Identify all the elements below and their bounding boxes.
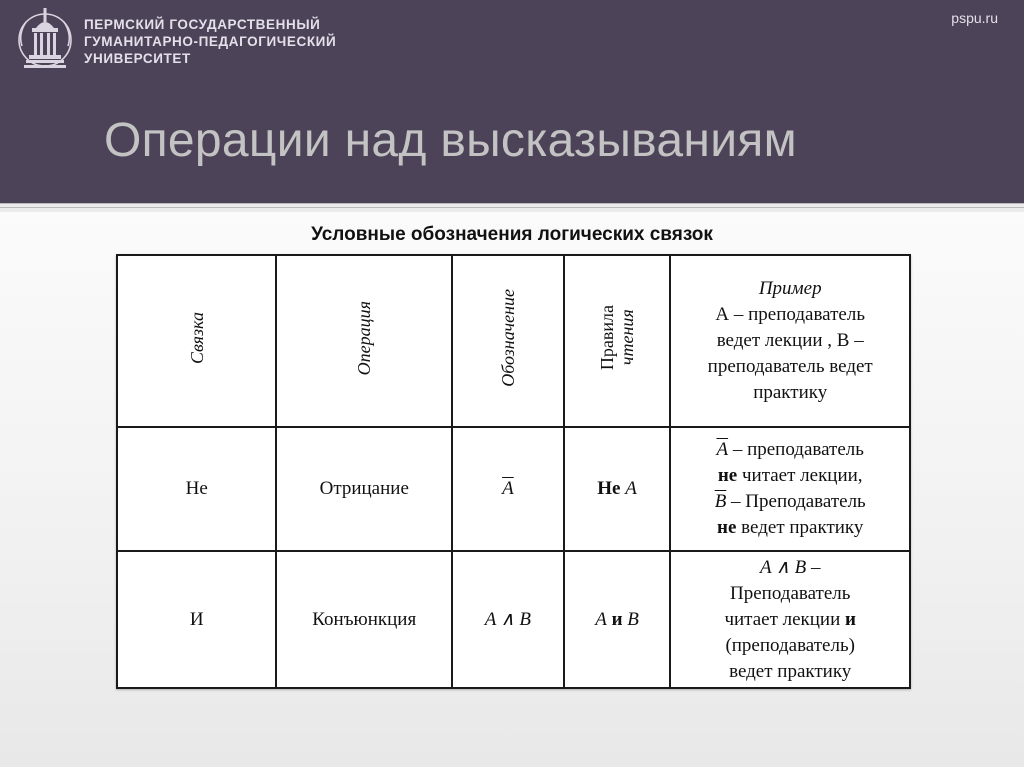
row-negation-notation: $\overline{A}$ bbox=[502, 478, 514, 499]
table-caption: Условные обозначения логических связок bbox=[311, 224, 713, 245]
header-example-line-2: ведет лекции , В – bbox=[716, 330, 864, 351]
university-logo bbox=[14, 6, 76, 76]
header-rules-line-2: чтения bbox=[617, 310, 638, 366]
slide-title: Операции над высказываниям bbox=[104, 114, 797, 167]
table-row bbox=[117, 427, 910, 551]
row-negation-example-line-2 bbox=[671, 463, 909, 489]
row-negation-reading-word: Не bbox=[597, 478, 621, 499]
header-notation: Обозначение bbox=[497, 289, 518, 387]
row-conjunction-reading-b: B bbox=[627, 608, 639, 630]
row-conjunction-example-line-5: ведет практику bbox=[729, 660, 852, 682]
header-example-line-1: А – преподаватель bbox=[715, 304, 865, 325]
header-cell-rules bbox=[564, 255, 671, 427]
row-conjunction-example bbox=[670, 551, 910, 688]
row-negation-example-line-4 bbox=[671, 515, 909, 541]
row-conjunction-reading-word: и bbox=[611, 608, 623, 630]
header-rules-line-1: Правила bbox=[597, 305, 618, 371]
row-conjunction-example-dash: – bbox=[806, 556, 821, 578]
row-negation-example-line-1 bbox=[671, 437, 909, 463]
row-negation-example-text-3: – Преподаватель bbox=[726, 491, 866, 512]
row-conjunction-example-line-4: (преподаватель) bbox=[725, 634, 855, 656]
site-url[interactable]: pspu.ru bbox=[951, 10, 998, 26]
row-negation-example-text-1: – преподаватель bbox=[728, 439, 864, 460]
row-negation-example bbox=[670, 427, 910, 551]
row-conjunction-example-text-2: читает лекции bbox=[724, 608, 841, 630]
row-conjunction-example-line-1 bbox=[671, 555, 909, 581]
row-conjunction-example-and: и bbox=[845, 608, 856, 630]
header-cell-notation bbox=[452, 255, 564, 427]
row-negation-reading-var: A bbox=[625, 478, 637, 499]
header-operation: Операция bbox=[354, 300, 375, 376]
row-negation-notation-cell bbox=[452, 427, 564, 551]
row-negation-example-var-a: $\overline{A}$ bbox=[716, 439, 729, 460]
header-divider bbox=[0, 203, 1024, 204]
university-name-line-1: ПЕРМСКИЙ ГОСУДАРСТВЕННЫЙ bbox=[84, 17, 321, 32]
row-negation-example-neg-2: не bbox=[717, 517, 737, 538]
row-negation-example-text-2: читает лекции, bbox=[737, 465, 863, 486]
row-conjunction-reading-a: A bbox=[595, 608, 607, 630]
university-name bbox=[84, 16, 336, 67]
header-row bbox=[117, 255, 910, 427]
header-example-line-4: практику bbox=[753, 382, 828, 403]
row-negation-reading-cell bbox=[564, 427, 671, 551]
row-conjunction-example-formula: A ∧ B bbox=[759, 556, 807, 578]
header-cell-example bbox=[670, 255, 910, 427]
header-divider-secondary bbox=[0, 207, 1024, 208]
row-negation-example-line-3 bbox=[671, 489, 909, 515]
header-link: Связка bbox=[186, 312, 207, 364]
row-conjunction-example-line-3 bbox=[671, 607, 909, 633]
row-negation-link: Не bbox=[117, 427, 276, 551]
slide-header bbox=[0, 0, 1024, 203]
row-conjunction-example-line-2: Преподаватель bbox=[730, 582, 851, 604]
university-name-line-3: УНИВЕРСИТЕТ bbox=[84, 51, 191, 66]
header-rules bbox=[597, 305, 637, 370]
row-negation-operation: Отрицание bbox=[276, 427, 452, 551]
row-negation-example-text-4: ведет практику bbox=[736, 517, 864, 538]
row-conjunction-notation: A ∧ B bbox=[484, 609, 532, 630]
table-row bbox=[117, 551, 910, 688]
row-negation-example-var-b: $\overline{B}$ bbox=[714, 491, 727, 512]
row-conjunction-link: И bbox=[117, 551, 276, 688]
header-cell-operation bbox=[276, 255, 452, 427]
header-example-title: Пример bbox=[758, 278, 822, 299]
row-conjunction-reading-cell bbox=[564, 551, 671, 688]
row-conjunction-operation: Конъюнкция bbox=[276, 551, 452, 688]
row-conjunction-notation-cell bbox=[452, 551, 564, 688]
header-example-line-3: преподаватель ведет bbox=[707, 356, 873, 377]
row-negation-example-neg-1: не bbox=[717, 465, 738, 486]
logic-connectives-table bbox=[116, 254, 911, 689]
header-cell-link bbox=[117, 255, 276, 427]
university-name-line-2: ГУМАНИТАРНО-ПЕДАГОГИЧЕСКИЙ bbox=[84, 34, 337, 49]
